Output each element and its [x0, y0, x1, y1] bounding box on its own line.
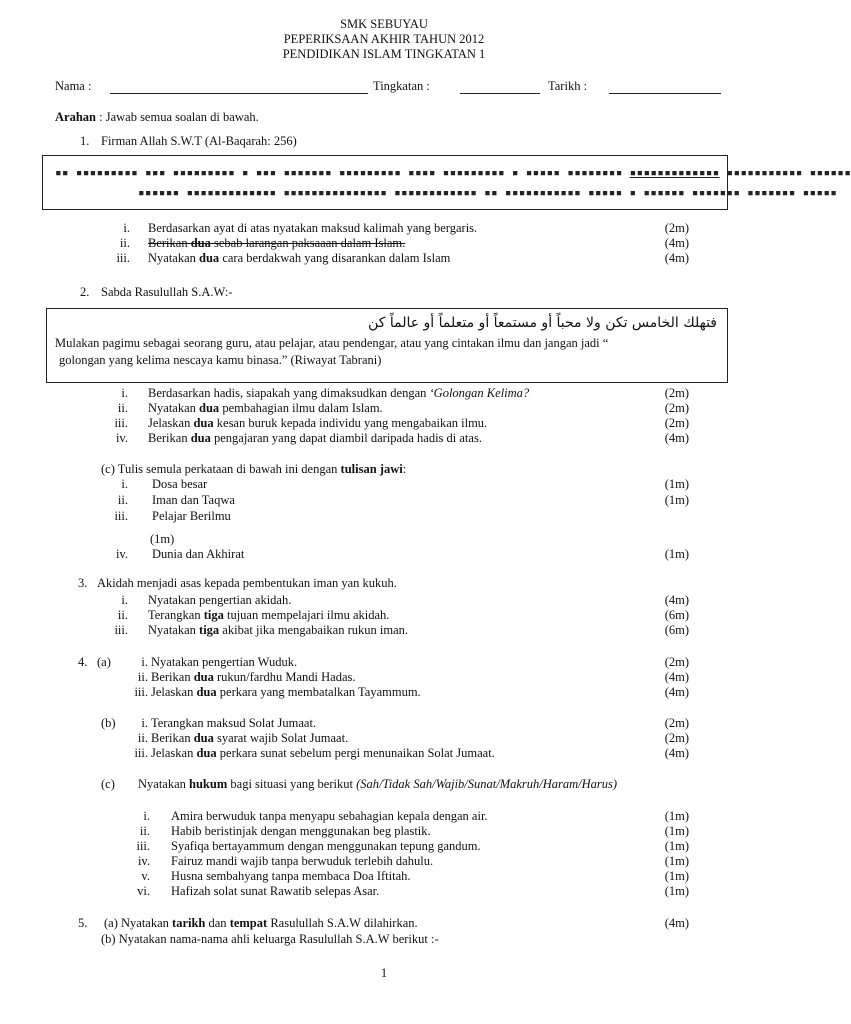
name-blank[interactable]: [110, 93, 368, 94]
item-text-post: kesan buruk kepada individu yang mengabaikan ilmu.: [213, 416, 488, 430]
item-text-bold: dua: [193, 416, 214, 430]
item-mark: (1m): [664, 884, 689, 898]
item-text-pre: Berikan: [148, 431, 191, 445]
item-text-pre: Berdasarkan hadis, siapakah yang dimaksudkan dengan: [148, 386, 430, 400]
item-text: Amira berwuduk tanpa menyapu sebahagian kepala dengan air.: [171, 809, 488, 823]
item-text-pre: Nyatakan pengertian Wuduk.: [151, 655, 298, 669]
date-blank[interactable]: [609, 93, 721, 94]
q4a-label: (a): [97, 655, 111, 669]
item-text: [148, 221, 477, 235]
item-text: [148, 431, 482, 445]
item-text: [148, 593, 291, 607]
item-text: Husna sembahyang tanpa membaca Doa Iftitah.: [171, 869, 411, 883]
date-label: Tarikh :: [548, 79, 588, 93]
q2-hadith-box: [46, 308, 728, 383]
item-text: Hafizah solat sunat Rawatib selepas Asar.: [171, 884, 380, 898]
q5a-pre: (a) Nyatakan: [104, 916, 173, 930]
item-mark: (2m): [664, 221, 689, 235]
item-mark: (2m): [664, 716, 689, 730]
item-text: [151, 731, 348, 745]
q4c-title: [138, 777, 617, 791]
item-mark: (1m): [664, 547, 689, 561]
item-text-post: syarat wajib Solat Jumaat.: [213, 731, 349, 745]
item-text-post: perkara yang membatalkan Tayammum.: [216, 685, 421, 699]
item-text: Syafiqa bertayammum dengan menggunakan tepung gandum.: [171, 839, 481, 853]
item-mark: (6m): [664, 623, 689, 637]
item-text: [151, 746, 495, 760]
item-text-post: pengajaran yang dapat diambil daripada hadis di atas.: [210, 431, 482, 445]
exam-title: PEPERIKSAAN AKHIR TAHUN 2012: [283, 32, 485, 46]
item-text-bold: dua: [199, 251, 220, 265]
q5a-mark: (4m): [664, 916, 689, 930]
item-number: i.: [121, 386, 128, 400]
q1-verse-box: [42, 155, 851, 210]
item-mark: (6m): [664, 608, 689, 622]
q2-arabic: فتهلك الخامس تكن ولا محباً أو مستمعاً أو متعلماً أو عالماً كن: [368, 315, 717, 331]
item-text: Fairuz mandi wajib tanpa berwuduk terlebih dahulu.: [171, 854, 434, 868]
item-mark: (2m): [664, 731, 689, 745]
item-mark: (2m): [664, 386, 689, 400]
q2-translation-line1: Mulakan pagimu sebagai seorang guru, atau pelajar, atau pendengar, atau yang cintakan ilmu dan jangan jadi “: [55, 336, 609, 350]
item-text-post: perkara sunat sebelum pergi menunaikan Solat Jumaat.: [216, 746, 495, 760]
item-mark: (4m): [664, 685, 689, 699]
q4c-label: (c): [101, 777, 115, 791]
item-number: i.: [143, 809, 150, 823]
item-text-post: cara berdakwah yang disarankan dalam Islam: [219, 251, 451, 265]
item-text: [148, 386, 529, 400]
item-text: Pelajar Berilmu: [152, 509, 231, 523]
item-number: i.: [141, 716, 148, 730]
item-text-italic: ‘Golongan Kelima?: [429, 386, 530, 400]
item-mark: (4m): [664, 251, 689, 265]
q5a-bold-tempat: tempat: [229, 916, 268, 930]
item-mark: (1m): [664, 809, 689, 823]
q2-translation-line2: golongan yang kelima nescaya kamu binasa.” (Riwayat Tabrani): [59, 353, 382, 367]
item-text: [148, 251, 450, 265]
item-mark: (4m): [664, 746, 689, 760]
page-number: 1: [380, 966, 388, 980]
item-number: i.: [141, 655, 148, 669]
item-text-pre: Nyatakan: [148, 251, 200, 265]
q4c-pre: Nyatakan: [138, 777, 190, 791]
q3-number: 3.: [78, 576, 88, 590]
item-text: [148, 623, 408, 637]
item-text-pre: Jelaskan: [148, 416, 194, 430]
item-text-post: pembahagian ilmu dalam Islam.: [219, 401, 383, 415]
item-mark: (1m): [664, 869, 689, 883]
item-text: Dosa besar: [152, 477, 208, 491]
item-text: Dunia dan Akhirat: [152, 547, 245, 561]
item-text-pre: Terangkan maksud Solat Jumaat.: [151, 716, 317, 730]
item-number: ii.: [139, 824, 150, 838]
item-text-post: sebab larangan paksaaan dalam Islam.: [210, 236, 406, 250]
item-text-bold: dua: [196, 746, 217, 760]
item-number: i.: [123, 221, 130, 235]
q4c-post: bagi situasi yang berikut: [227, 777, 357, 791]
q5a-mid: dan: [205, 916, 230, 930]
item-text-bold: dua: [193, 731, 214, 745]
item-text: (1m): [150, 532, 175, 546]
item-text: [148, 416, 487, 430]
item-text-post: akibat jika mengabaikan rukun iman.: [219, 623, 409, 637]
item-text-pre: Berikan: [151, 731, 194, 745]
item-mark: (4m): [664, 593, 689, 607]
item-number: iii.: [114, 416, 128, 430]
item-text: [151, 685, 421, 699]
item-text: [151, 670, 356, 684]
q4c-options: (Sah/Tidak Sah/Wajib/Sunat/Makruh/Haram/Harus): [356, 777, 618, 791]
item-number: iii.: [116, 251, 130, 265]
instruction: [55, 110, 259, 124]
item-text: [151, 655, 297, 669]
name-label: Nama :: [55, 79, 92, 93]
q2-number: 2.: [80, 285, 90, 299]
item-mark: (2m): [664, 401, 689, 415]
item-text-bold: dua: [199, 401, 220, 415]
item-text: Habib beristinjak dengan menggunakan beg plastik.: [171, 824, 431, 838]
item-text-pre: Nyatakan: [148, 623, 200, 637]
q1-arabic-underlined-phrase: ▪▪▪▪▪▪▪▪▪▪▪▪▪: [629, 166, 720, 179]
item-number: i.: [121, 593, 128, 607]
q5-number: 5.: [78, 916, 88, 930]
q1-arabic-line1: [55, 167, 851, 180]
item-mark: (1m): [664, 493, 689, 507]
item-number: ii.: [137, 731, 148, 745]
item-number: ii.: [119, 236, 130, 250]
item-text: [148, 608, 389, 622]
item-text-pre: Nyatakan pengertian akidah.: [148, 593, 292, 607]
item-mark: (1m): [664, 854, 689, 868]
q4-number: 4.: [78, 655, 88, 669]
item-number: iii.: [134, 685, 148, 699]
item-number: v.: [141, 869, 150, 883]
q5a-bold-tarikh: tarikh: [172, 916, 206, 930]
q1-arabic-line1-text: ▪▪ ▪▪▪▪▪▪▪▪▪ ▪▪▪ ▪▪▪▪▪▪▪▪▪ ▪ ▪▪▪ ▪▪▪▪▪▪▪ ▪▪▪▪▪▪▪▪▪ ▪▪▪▪ ▪▪▪▪▪▪▪▪▪ ▪ ▪▪▪▪▪ ▪▪▪▪▪▪▪▪: [55, 166, 623, 179]
q2-title: Sabda Rasulullah S.A.W:-: [101, 285, 233, 299]
item-number: ii.: [137, 670, 148, 684]
item-text-bold: dua: [193, 670, 214, 684]
item-number: i.: [121, 477, 128, 491]
item-text-bold: dua: [196, 685, 217, 699]
item-text: [151, 716, 316, 730]
item-text: [148, 401, 383, 415]
q1-number: 1.: [80, 134, 90, 148]
item-number: iv.: [115, 431, 128, 445]
q1-title: Firman Allah S.W.T (Al-Baqarah: 256): [101, 134, 297, 148]
q2-partc-title: [101, 462, 406, 476]
item-text-pre: Berikan: [148, 236, 191, 250]
item-text-post: rukun/fardhu Mandi Hadas.: [213, 670, 356, 684]
item-number: iii.: [136, 839, 150, 853]
item-number: iv.: [115, 547, 128, 561]
item-text-pre: Jelaskan: [151, 746, 197, 760]
item-mark: (1m): [664, 839, 689, 853]
item-number: iii.: [134, 746, 148, 760]
q1-arabic-line1-end: ▪▪▪▪▪▪▪▪▪▪▪ ▪▪▪▪▪▪: [726, 166, 851, 179]
item-mark: (4m): [664, 431, 689, 445]
item-number: ii.: [117, 401, 128, 415]
instruction-text: : Jawab semua soalan di bawah.: [99, 110, 259, 124]
item-mark: (1m): [664, 824, 689, 838]
item-mark: (1m): [664, 477, 689, 491]
school-name: SMK SEBUYAU: [340, 17, 428, 31]
item-text-bold: tiga: [199, 623, 220, 637]
instruction-label: Arahan: [55, 110, 96, 124]
q5a-post: Rasulullah S.A.W dilahirkan.: [267, 916, 418, 930]
item-text-bold: tiga: [203, 608, 224, 622]
item-mark: (2m): [664, 416, 689, 430]
q2-partc-pre: (c) Tulis semula perkataan di bawah ini dengan: [101, 462, 341, 476]
item-text-pre: Jelaskan: [151, 685, 197, 699]
item-text-pre: Terangkan: [148, 608, 204, 622]
item-text-pre: Berikan: [151, 670, 194, 684]
q4c-bold: hukum: [189, 777, 228, 791]
q5a-text: [104, 916, 418, 930]
item-text-post: tujuan mempelajari ilmu akidah.: [223, 608, 390, 622]
class-blank[interactable]: [460, 93, 540, 94]
q3-title: Akidah menjadi asas kepada pembentukan iman yan kukuh.: [97, 576, 397, 590]
item-text-pre: Nyatakan: [148, 401, 200, 415]
item-text: Iman dan Taqwa: [152, 493, 235, 507]
item-number: ii.: [117, 608, 128, 622]
item-mark: (4m): [664, 670, 689, 684]
item-text-pre: Berdasarkan ayat di atas nyatakan maksud kalimah yang bergaris.: [148, 221, 478, 235]
item-text-bold: dua: [190, 236, 211, 250]
item-text-bold: dua: [190, 431, 211, 445]
item-text: [148, 236, 405, 250]
item-number: iii.: [114, 623, 128, 637]
q4b-label: (b): [101, 716, 116, 730]
q2-partc-post: :: [402, 462, 407, 476]
item-number: vi.: [137, 884, 150, 898]
class-label: Tingkatan :: [373, 79, 430, 93]
item-mark: (2m): [664, 655, 689, 669]
subject-title: PENDIDIKAN ISLAM TINGKATAN 1: [282, 47, 486, 61]
item-mark: (4m): [664, 236, 689, 250]
q1-arabic-line2: ▪▪▪▪▪▪ ▪▪▪▪▪▪▪▪▪▪▪▪▪ ▪▪▪▪▪▪▪▪▪▪▪▪▪▪▪ ▪▪▪▪▪▪▪▪▪▪▪▪ ▪▪ ▪▪▪▪▪▪▪▪▪▪▪ ▪▪▪▪▪ ▪ ▪▪▪▪▪▪ ▪▪▪▪▪▪▪ ▪▪▪▪▪▪▪ ▪▪▪▪▪: [138, 186, 838, 199]
q2-partc-bold: tulisan jawi: [340, 462, 403, 476]
q5b-text: (b) Nyatakan nama-nama ahli keluarga Rasulullah S.A.W berikut :-: [101, 932, 439, 946]
item-number: ii.: [117, 493, 128, 507]
item-number: iii.: [114, 509, 128, 523]
item-number: iv.: [137, 854, 150, 868]
